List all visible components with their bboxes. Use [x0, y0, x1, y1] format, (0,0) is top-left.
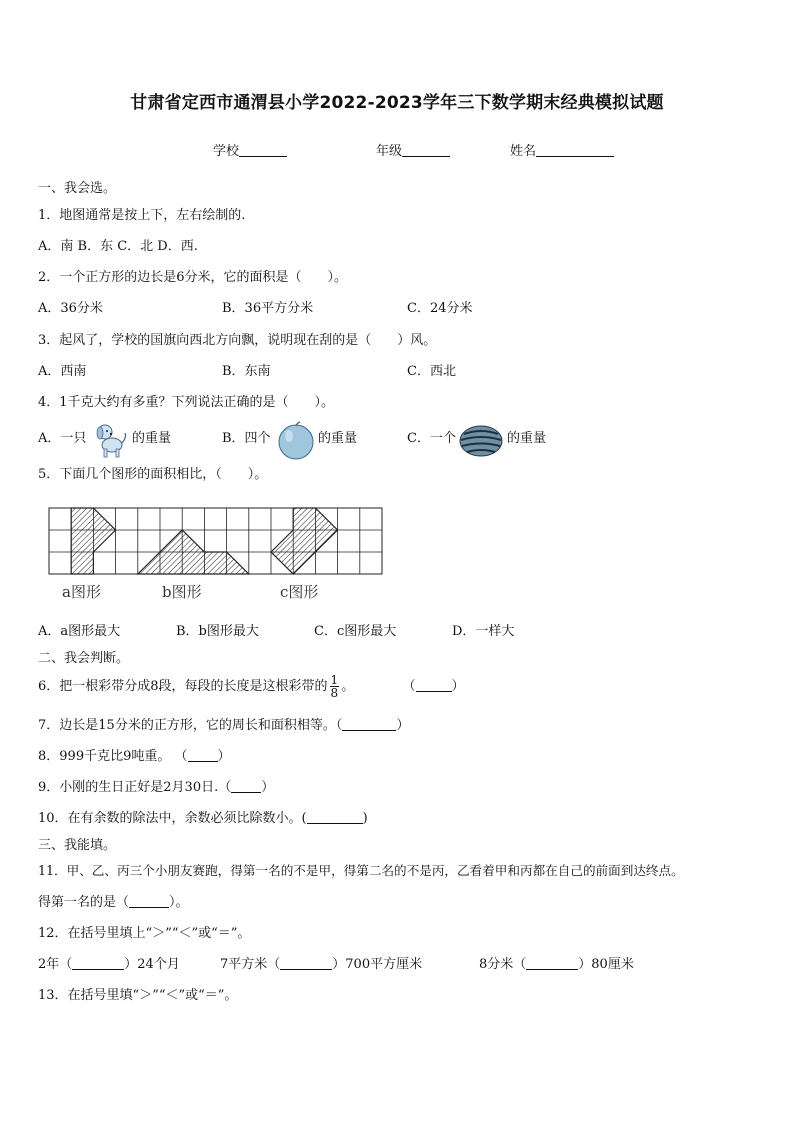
question-3: 3．起风了，学校的国旗向西北方向飘，说明现在刮的是（ ）风。	[38, 333, 437, 348]
q11-answer-blank[interactable]	[129, 895, 169, 908]
q9-answer-blank[interactable]	[231, 780, 261, 793]
grade-blank[interactable]	[402, 143, 450, 157]
name-field[interactable]	[510, 140, 614, 159]
q12-part-2: 7平方米（ ）700平方厘米	[220, 957, 423, 972]
label-a: a图形	[62, 583, 101, 601]
q6-answer-box[interactable]: （ ）	[402, 679, 465, 694]
q5-option-b[interactable]: B．b图形最大	[176, 624, 259, 639]
apple-icon	[276, 421, 316, 461]
question-10: 10．在有余数的除法中，余数必须比除数小。( )	[38, 811, 368, 826]
section-1-heading: 一、我会选。	[38, 181, 117, 196]
shape-c	[271, 508, 338, 574]
q7-answer-blank[interactable]	[342, 718, 396, 731]
q6-period: 。	[341, 679, 355, 694]
watermelon-icon	[458, 424, 504, 458]
q3-option-c[interactable]: C．西北	[407, 364, 456, 379]
q4-option-b[interactable]	[222, 431, 271, 447]
q2-option-a[interactable]: A．36分米	[38, 301, 103, 316]
label-c: c图形	[280, 583, 319, 601]
question-13: 13．在括号里填“＞”“＜”或“＝”。	[38, 988, 238, 1003]
q4-c-prefix: C．一个	[407, 431, 456, 446]
question-5: 5．下面几个图形的面积相比，（ ）。	[38, 467, 268, 482]
q4-a-prefix: A．一只	[38, 431, 87, 446]
grade-label: 年级	[376, 144, 403, 159]
name-label: 姓名	[510, 144, 537, 159]
q12-blank-2[interactable]	[280, 957, 332, 970]
q4-c-suffix: 的重量	[507, 431, 547, 446]
school-field[interactable]	[213, 140, 287, 159]
school-blank[interactable]	[239, 143, 287, 157]
section-3-heading: 三、我能填。	[38, 838, 117, 853]
question-1: 1．地图通常是按上下，左右绘制的.	[38, 208, 246, 223]
q2-option-c[interactable]: C．24分米	[407, 301, 473, 316]
q5-option-c[interactable]: C．c图形最大	[314, 624, 397, 639]
q8-answer-blank[interactable]	[188, 749, 218, 762]
question-11: 11．甲、乙、丙三个小朋友赛跑，得第一名的不是甲，得第二名的不是丙，乙看着甲和丙都在自己的前面到达终点。	[38, 863, 684, 878]
question-6	[38, 673, 465, 701]
q4-b-prefix: B．四个	[222, 431, 271, 446]
q12-blank-3[interactable]	[526, 957, 578, 970]
label-b: b图形	[162, 583, 202, 601]
question-11-line2: 得第一名的是（ ）。	[38, 895, 189, 910]
school-label: 学校	[213, 144, 240, 159]
q3-option-a[interactable]: A．西南	[38, 364, 87, 379]
q3-option-b[interactable]: B．东南	[222, 364, 271, 379]
q4-option-a[interactable]	[38, 431, 86, 447]
q12-part-3: 8分米（ ）80厘米	[479, 957, 634, 972]
q4-option-c[interactable]	[407, 431, 456, 447]
q2-option-b[interactable]: B．36平方分米	[222, 301, 314, 316]
puppy-icon	[90, 419, 128, 459]
q5-option-a[interactable]: A．a图形最大	[38, 624, 121, 639]
grade-field[interactable]	[376, 140, 450, 159]
fraction-denominator: 8	[330, 686, 339, 700]
area-comparison-figure	[48, 507, 384, 603]
question-2: 2．一个正方形的边长是6分米，它的面积是（ ）。	[38, 270, 348, 285]
fraction-numerator: 1	[330, 673, 339, 687]
question-4: 4．1千克大约有多重？下列说法正确的是（ ）。	[38, 395, 335, 410]
question-9: 9．小刚的生日正好是2月30日.（ ）	[38, 780, 275, 795]
q10-answer-blank[interactable]	[307, 811, 363, 824]
question-8: 8．999千克比9吨重。 （ ）	[38, 749, 231, 764]
section-2-heading: 二、我会判断。	[38, 651, 130, 666]
q12-blank-1[interactable]	[72, 957, 124, 970]
shape-a	[71, 508, 115, 574]
q4-b-suffix: 的重量	[318, 431, 358, 446]
fraction-one-eighth	[330, 674, 340, 699]
question-1-options: A．南 B．东 C．北 D．西.	[38, 239, 198, 254]
question-12: 12．在括号里填上“＞”“＜”或“＝”。	[38, 926, 251, 941]
q6-text: 6．把一根彩带分成8段，每段的长度是这根彩带的	[38, 679, 328, 694]
question-7: 7．边长是15分米的正方形，它的周长和面积相等。（ ）	[38, 718, 410, 733]
name-blank[interactable]	[536, 143, 614, 157]
q12-part-1: 2年（ ）24个月	[38, 957, 180, 972]
exam-title: 甘肃省定西市通渭县小学2022-2023学年三下数学期末经典模拟试题	[130, 93, 664, 113]
q5-option-d[interactable]: D．一样大	[452, 624, 515, 639]
q4-a-suffix: 的重量	[132, 431, 172, 446]
